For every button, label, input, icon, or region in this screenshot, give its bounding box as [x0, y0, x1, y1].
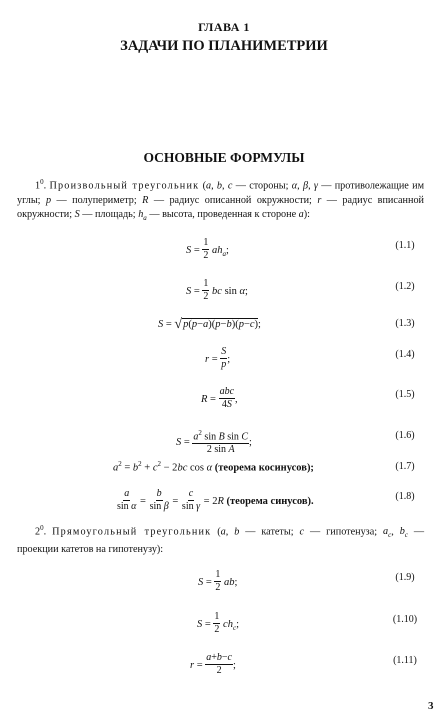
equation-number: (1.9) [395, 572, 415, 583]
formula-1-4: r = $\frac{S}{p}$ ; (1.4) [0, 355, 448, 365]
page-number: 3 [428, 700, 434, 712]
equation-number: (1.4) [395, 349, 415, 360]
formula-1-2: S = $\frac{1}{2}$ bc sin α; (1.2) [0, 287, 448, 297]
paragraph-right-triangle: $2^0$. Прямоугольный треугольник (a, b — катеты; c — гипотенуза; $a_c$, $b_c$ — проекции катетов на гипотенузу): [17, 524, 425, 555]
formula-1-8: $\frac{a}{\text{sin α}}$ = $\frac{b}{\text{sin β}}$ = $\frac{c}{\text{sin γ}}$ = 2R (теорема синусов). (1.8) [0, 497, 448, 507]
formula-1-9: S = $\frac{1}{2}$ ab; (1.9) [0, 578, 448, 588]
equation-number: (1.7) [395, 461, 415, 472]
formula-1-6: S = $\frac{a^2 \sin B \sin C}{\text{2 sin A}}$ ; (1.6) [0, 436, 448, 446]
formula-1-7: $a^2 = b^2 + c^2 - 2bc$ cos α (теорема косинусов); (1.7) [0, 467, 448, 477]
equation-number: (1.11) [393, 655, 417, 666]
paragraph-arbitrary-triangle: $1^0$. Произвольный треугольник (a, b, c — стороны; α, β, γ — противолежащие им углы; p — полупериметр; R — радиус описанной окружности; r — радиус вписанной окружности; S — площадь; $h_a$ — высота, проведенная к стороне a): [17, 178, 425, 223]
equation-number: (1.1) [395, 240, 415, 251]
chapter-title: ЗАДАЧИ ПО ПЛАНИМЕТРИИ [120, 38, 328, 54]
equation-number: (1.5) [395, 389, 415, 400]
chapter-label: ГЛАВА 1 [198, 20, 250, 34]
formula-1-1: S = $\frac{1}{2}$ $ah_a$; (1.1) [0, 246, 448, 256]
law-of-cosines-label: (теорема косинусов); [214, 462, 314, 474]
formula-1-11: r = $\frac{a+b-c}{2}$ ; (1.11) [0, 661, 448, 671]
equation-number: (1.8) [395, 491, 415, 502]
equation-number: (1.10) [392, 614, 418, 625]
law-of-sines-label: (теорема синусов). [226, 495, 314, 507]
equation-number: (1.3) [395, 318, 415, 329]
formula-1-3: S = √p(p−a)(p−b)(p−c); (1.3) [0, 324, 448, 334]
formula-1-10: S = $\frac{1}{2}$ $ch_c$; (1.10) [0, 620, 448, 630]
formula-1-5: R = $\frac{\text{abc}}{4S}$ , (1.5) [0, 395, 448, 405]
equation-number: (1.2) [395, 281, 415, 292]
equation-number: (1.6) [395, 430, 415, 441]
section-title: ОСНОВНЫЕ ФОРМУЛЫ [143, 150, 305, 165]
